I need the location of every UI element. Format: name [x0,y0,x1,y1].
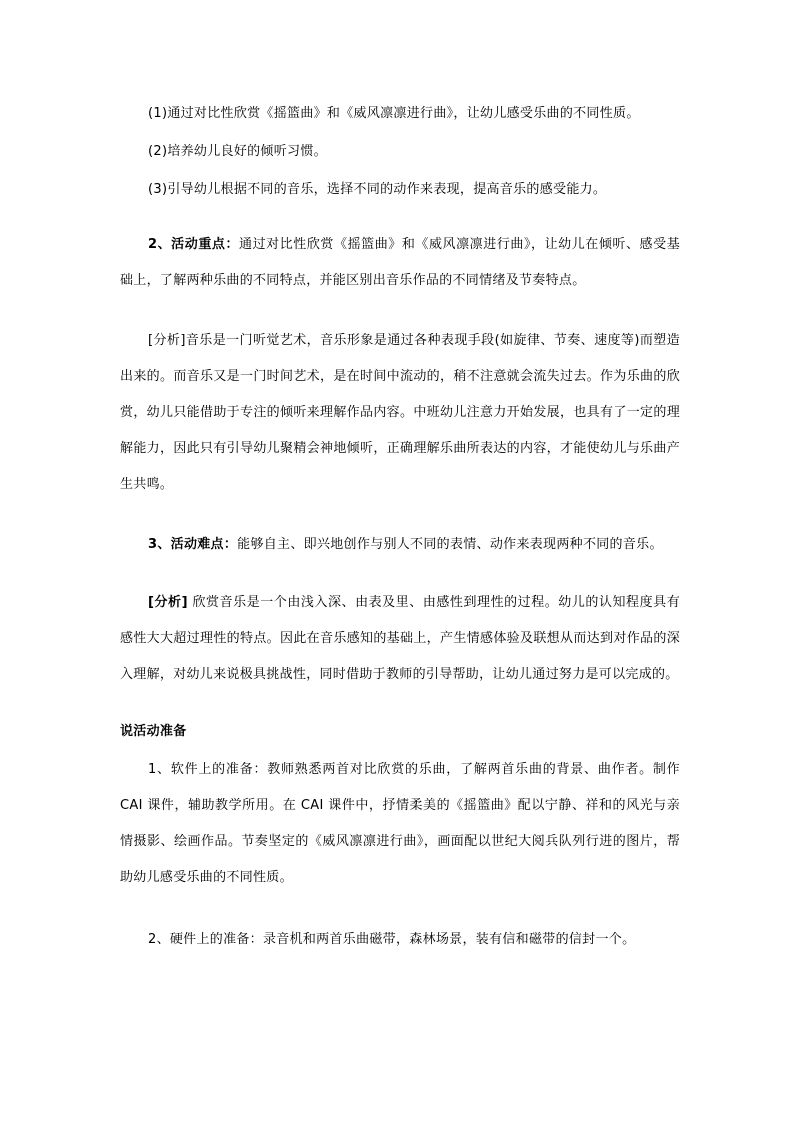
analysis-2-text: 欣赏音乐是一个由浅入深、由表及里、由感性到理性的过程。幼儿的认知程度具有感性大大超过理性的特点。因此在音乐感知的基础上，产生情感体验及联想从而达到对作品的深入理解，对幼儿来说极具挑战性，同时借助于教师的引导帮助，让幼儿通过努力是可以完成的。 [120,595,680,682]
objective-2: (2)培养幼儿良好的倾听习惯。 [148,144,327,159]
difficulty-paragraph [120,527,680,563]
key-point-label: 2、活动重点： [148,237,240,252]
difficulty-text: 能够自主、即兴地创作与别人不同的表情、动作来表现两种不同的音乐。 [237,537,663,552]
analysis-1-paragraph: [分析]音乐是一门听觉艺术，音乐形象是通过各种表现手段(如旋律、节奏、速度等)而塑造出来的。而音乐又是一门时间艺术，是在时间中流动的，稍不注意就会流失过去。作为乐曲的欣赏，幼儿只能借助于专注的倾听来理解作品内容。中班幼儿注意力开始发展，也具有了一定的理解能力，因此只有引导幼儿聚精会神地倾听，正确理解乐曲所表达的内容，才能使幼儿与乐曲产生共鸣。 [120,333,680,492]
key-point-paragraph [120,227,680,299]
objective-1: (1)通过对比性欣赏《摇篮曲》和《威风凛凛进行曲》，让幼儿感受乐曲的不同性质。 [148,106,640,121]
key-point-text: 通过对比性欣赏《摇篮曲》和《威风凛凛进行曲》，让幼儿在倾听、感受基础上，了解两种乐曲的不同特点，并能区别出音乐作品的不同情绪及节奏特点。 [120,237,680,288]
difficulty-label: 3、活动难点： [148,537,238,552]
objective-3: (3)引导幼儿根据不同的音乐，选择不同的动作来表现，提高音乐的感受能力。 [148,182,607,197]
software-preparation: 1、软件上的准备：教师熟悉两首对比欣赏的乐曲，了解两首乐曲的背景、曲作者。制作 CAI 课件，辅助教学所用。在 CAI 课件中，抒情柔美的《摇篮曲》配以宁静、祥和的风光与亲情摄影、绘画作品。节奏坚定的《威风凛凛进行曲》，画面配以世纪大阅兵队列行进的图片，帮助幼儿感受乐曲的不同性质。 [120,762,680,885]
analysis-2-label: [分析] [148,595,188,610]
preparation-heading: 说活动准备 [120,724,187,739]
analysis-2-paragraph [120,585,680,693]
hardware-preparation: 2、硬件上的准备：录音机和两首乐曲磁带，森林场景，装有信和磁带的信封一个。 [148,932,636,947]
